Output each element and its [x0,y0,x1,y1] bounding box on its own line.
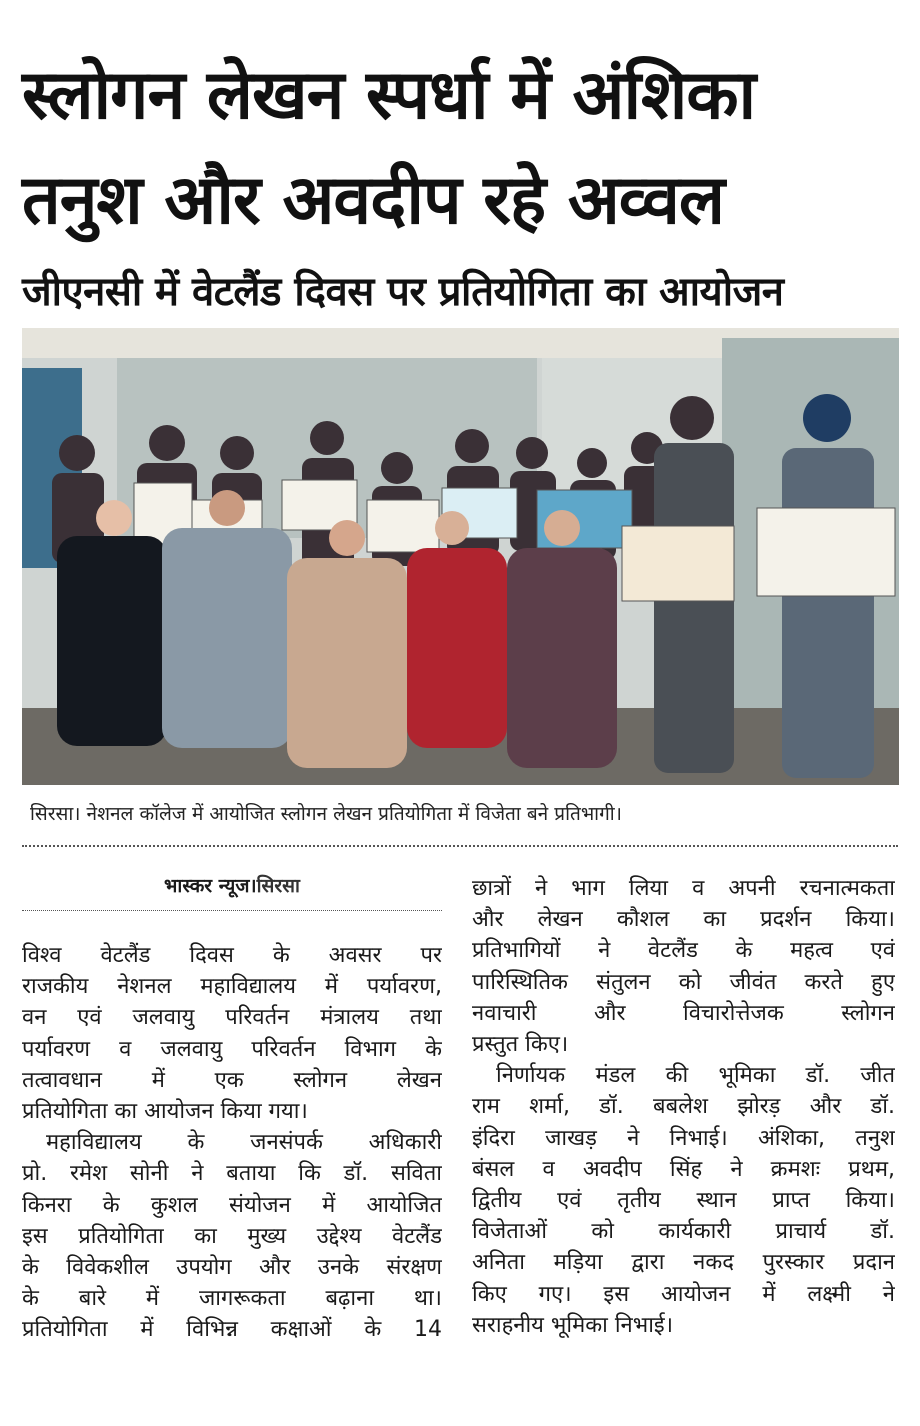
byline-place: सिरसा [256,875,300,897]
text-line: प्रतियोगिता का आयोजन किया गया। [22,1099,308,1125]
text-line: इस प्रतियोगिता का मुख्य उद्देश्य वेटलैंड [22,1223,442,1249]
text-line: निर्णायक मंडल की भूमिका डॉ. जीत [496,1063,895,1089]
photo-caption: सिरसा। नेशनल कॉलेज में आयोजित स्लोगन लेखन प्रतियोगिता में विजेता बने प्रतिभागी। [30,803,622,825]
text-line: प्रस्तुत किए। [472,1032,569,1058]
text-line: पारिस्थितिक संतुलन को जीवंत करते हुए [472,969,895,995]
text-line: छात्रों ने भाग लिया व अपनी रचनात्मकता [472,876,895,901]
text-line: किनरा के कुशल संयोजन में आयोजित [22,1192,442,1218]
text-line: प्रो. रमेश सोनी ने बताया कि डॉ. सविता [22,1161,442,1187]
byline [22,872,442,898]
text-line: विश्व वेटलैंड दिवस के अवसर पर [22,943,442,968]
text-line: पर्यावरण व जलवायु परिवर्तन विभाग के [22,1036,442,1062]
text-line: विजेताओं को कार्यकारी प्राचार्य डॉ. [472,1219,895,1245]
byline-source: भास्कर न्यूज [164,875,250,897]
byline-separator: । [249,875,257,897]
text-line: इंदिरा जाखड़ ने निभाई। अंशिका, तनुश [472,1125,895,1151]
byline-divider [22,910,442,911]
text-line: अनिता मड़िया द्वारा नकद पुरस्कार प्रदान [472,1250,895,1276]
text-line: राम शर्मा, डॉ. बबलेश झोरड़ और डॉ. [472,1094,895,1120]
headline-line-2: तनुश और अवदीप रहे अव्वल [22,161,724,240]
text-line: द्वितीय एवं तृतीय स्थान प्राप्त किया। [472,1188,895,1214]
subheadline: जीएनसी में वेटलैंड दिवस पर प्रतियोगिता का आयोजन [22,269,784,315]
headline-line-1: स्लोगन लेखन स्पर्धा में अंशिका [22,56,756,135]
text-line: किए गए। इस आयोजन में लक्ष्मी ने [472,1281,895,1307]
text-line: सराहनीय भूमिका निभाई। [472,1312,674,1338]
text-line: के विवेकशील उपयोग और उनके संरक्षण [22,1255,442,1281]
text-line: राजकीय नेशनल महाविद्यालय में पर्यावरण, [22,974,442,1000]
divider [22,845,898,847]
article-column-right [472,873,895,1341]
text-line: और लेखन कौशल का प्रदर्शन किया। [472,907,895,933]
text-line: तत्वावधान में एक स्लोगन लेखन [22,1067,442,1093]
text-line: बंसल व अवदीप सिंह ने क्रमशः प्रथम, [472,1156,895,1182]
group-photo [22,328,899,785]
text-line: प्रतियोगिता में विभिन्न कक्षाओं के 14 [22,1317,442,1343]
article-column-left [22,940,442,1346]
text-line: नवाचारी और विचारोत्तेजक स्लोगन [472,1000,895,1026]
text-line: महाविद्यालय के जनसंपर्क अधिकारी [46,1130,442,1156]
text-line: वन एवं जलवायु परिवर्तन मंत्रालय तथा [22,1005,442,1031]
text-line: के बारे में जागरूकता बढ़ाना था। [22,1286,442,1312]
text-line: प्रतिभागियों ने वेटलैंड के महत्व एवं [472,938,895,964]
